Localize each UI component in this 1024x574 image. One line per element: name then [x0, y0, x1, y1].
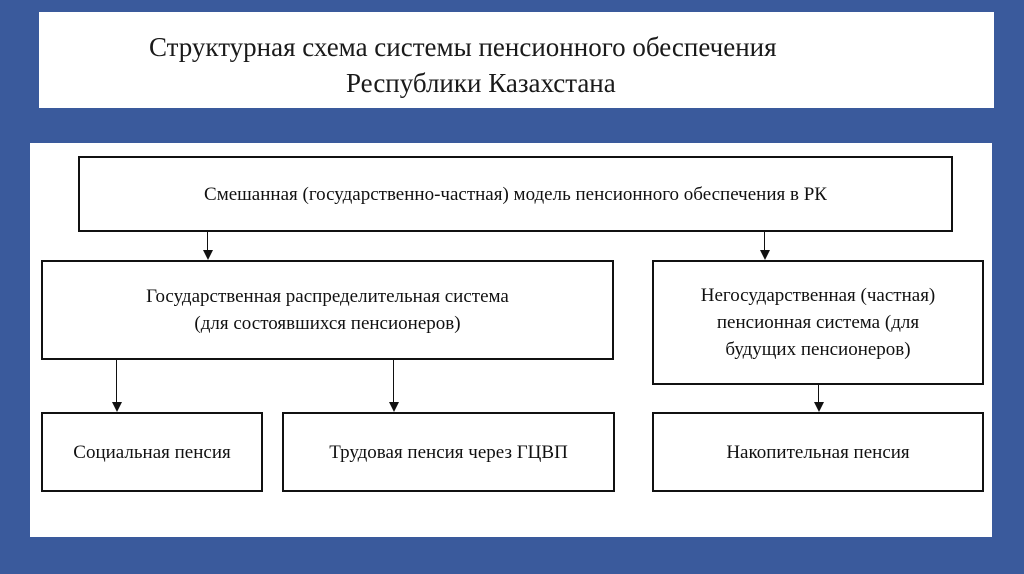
private-system-label-1: Негосударственная (частная)	[700, 285, 936, 306]
diagram-panel	[30, 143, 992, 537]
mixed-model-label: Смешанная (государственно-частная) модель пенсионного обеспечения в РК	[204, 183, 827, 205]
labor-pension-box	[282, 412, 615, 492]
title-line-2: Республики Казахстана	[346, 68, 616, 98]
connector-private-to-accumulative	[818, 385, 819, 402]
social-pension-box	[41, 412, 263, 492]
state-system-label-2: (для состоявшихся пенсионеров)	[194, 313, 461, 334]
arrow-head-private-to-accumulative	[814, 402, 824, 412]
connector-state-to-labor	[393, 360, 394, 402]
accumulative-pension-label: Накопительная пенсия	[726, 441, 910, 463]
accumulative-pension-box	[652, 412, 984, 492]
private-system-label-2: пенсионная система (для	[716, 312, 920, 333]
title-line-1: Структурная схема системы пенсионного обеспечения	[149, 32, 777, 62]
arrow-head-top-to-private	[760, 250, 770, 260]
arrow-head-top-to-state	[203, 250, 213, 260]
title-panel	[39, 12, 994, 108]
state-system-label-1: Государственная распределительная система	[146, 286, 509, 307]
social-pension-label: Социальная пенсия	[73, 441, 231, 463]
connector-top-to-private	[764, 232, 765, 250]
private-system-label-3: будущих пенсионеров)	[725, 339, 911, 360]
private-system-box	[652, 260, 984, 385]
state-system-box	[41, 260, 614, 360]
connector-state-to-social	[116, 360, 117, 402]
connector-top-to-state	[207, 232, 208, 250]
arrow-head-state-to-social	[112, 402, 122, 412]
arrow-head-state-to-labor	[389, 402, 399, 412]
labor-pension-label: Трудовая пенсия через ГЦВП	[329, 441, 568, 463]
mixed-model-box	[78, 156, 953, 232]
